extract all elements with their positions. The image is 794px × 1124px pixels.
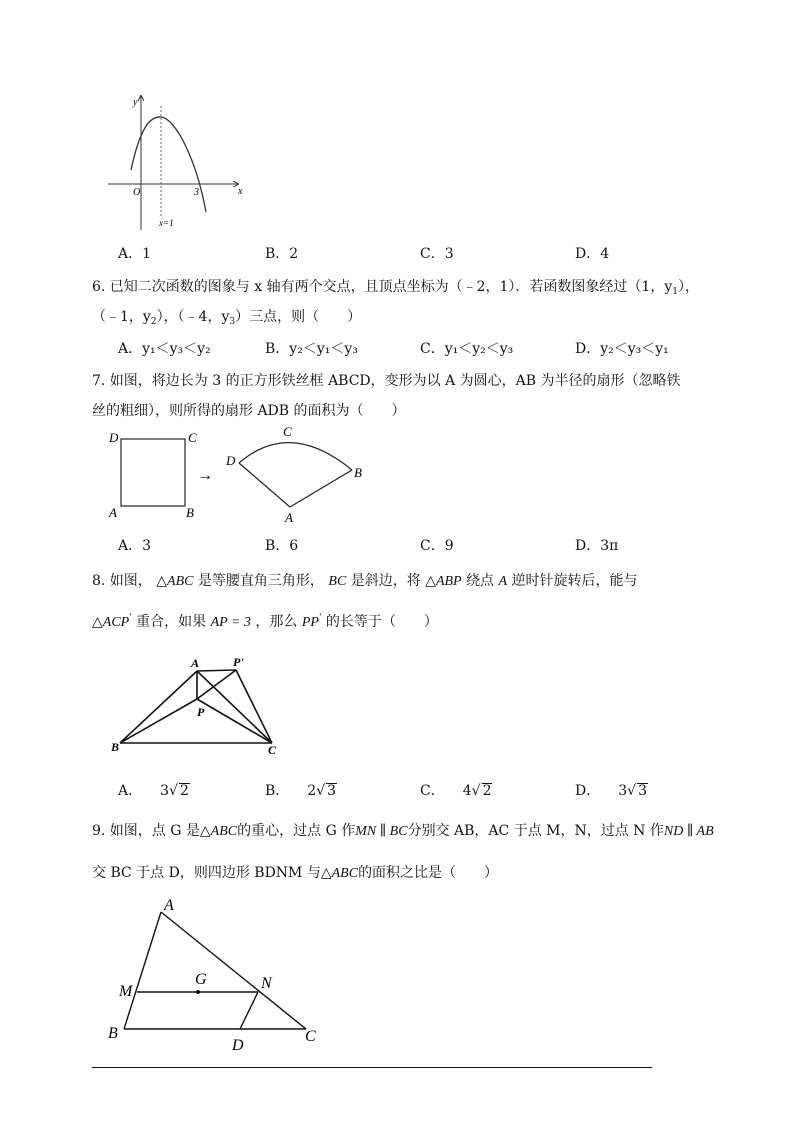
y-axis-label: y: [133, 97, 138, 108]
root-label: 3: [194, 187, 199, 198]
q8-stem-line2: △ACP' 重合，如果 AP = 3 ，那么 PP' 的长等于（ ）: [92, 613, 438, 630]
q8-option-c[interactable]: C． 4√ 2: [420, 783, 492, 799]
q8-label-a: A: [191, 656, 200, 670]
q9-label-b: B: [108, 1025, 118, 1042]
q8-label-p: P: [197, 705, 205, 719]
q9-label-c: C: [305, 1028, 316, 1045]
q8-label-c: C: [268, 743, 277, 757]
origin-label: O: [133, 187, 141, 198]
sector-radius-ab: [290, 470, 352, 507]
q7-stem-line1: 7. 如图，将边长为 3 的正方形铁丝框 ABCD，变形为以 A 为圆心，AB 为半径的扇形（忽略铁: [92, 373, 681, 389]
q5-option-a[interactable]: A．1: [118, 246, 152, 262]
q9-stem-line1: 9. 如图，点 G 是△ABC的重心，过点 G 作MN ∥ BC分别交 AB，AC 于点 M，N，过点 N 作ND ∥ AB: [92, 823, 714, 839]
q5-option-b[interactable]: B．2: [265, 246, 299, 262]
sector-label-c: C: [283, 425, 292, 439]
symmetry-axis-label: x=1: [159, 218, 174, 228]
q7-option-d[interactable]: D．3π: [575, 538, 619, 554]
sector-label-a: A: [285, 510, 293, 525]
q7-option-b[interactable]: B．6: [265, 538, 299, 554]
q5-option-c[interactable]: C．3: [420, 246, 454, 262]
q8-stem-line1: 8. 如图， △ABC 是等腰直角三角形， BC 是斜边，将 △ABP 绕点 A 逆时针旋转后，能与: [92, 573, 638, 589]
parabola-figure: [100, 88, 260, 238]
q6-stem-line1: 6. 已知二次函数的图象与 x 轴有两个交点，且顶点坐标为（﹣2，1）．若函数图象经过（1，$y_1$），: [92, 279, 699, 297]
q9-label-n: N: [261, 975, 272, 992]
square-label-a: A: [109, 505, 117, 520]
square-label-d: D: [109, 430, 119, 445]
sector-label-b: B: [354, 465, 362, 480]
q9-label-d: D: [232, 1037, 244, 1054]
q7-option-c[interactable]: C．9: [420, 538, 454, 554]
sector-radius-ad: [239, 463, 290, 507]
q9-stem-line2: 交 BC 于点 D，则四边形 BDNM 与△ABC的面积之比是（ ）: [92, 865, 499, 881]
q8-figure: [105, 652, 295, 764]
q9-label-g: G: [195, 971, 207, 988]
q8-option-a[interactable]: A． 3√ 2: [118, 783, 189, 799]
q8-label-pprime: P': [233, 655, 244, 669]
q6-option-c[interactable]: C．y₁＜y₂＜y₃: [420, 341, 514, 357]
q9-label-a: A: [164, 897, 174, 914]
q5-option-d[interactable]: D．4: [575, 246, 610, 262]
transform-arrow-icon: →: [197, 467, 213, 484]
q8-label-b: B: [111, 740, 120, 754]
q7-figure: [100, 425, 380, 525]
x-axis-label: x: [238, 186, 243, 197]
q6-stem-line2: （﹣1，$y_2$），（﹣4，$y_3$）三点，则（ ）: [92, 309, 362, 327]
q7-option-a[interactable]: A．3: [118, 538, 152, 554]
q9-label-m: M: [119, 983, 133, 1000]
q7-stem-line2: 丝的粗细），则所得的扇形 ADB 的面积为（ ）: [92, 403, 406, 419]
centroid-point: [196, 990, 200, 994]
q8-option-d[interactable]: D． 3√ 3: [575, 783, 647, 799]
q6-option-b[interactable]: B．y₂＜y₁＜y₃: [265, 341, 358, 357]
sector-label-d: D: [226, 453, 236, 468]
square-frame: [121, 439, 185, 506]
square-label-c: C: [188, 430, 197, 445]
q8-option-b[interactable]: B． 2√ 3: [265, 783, 337, 799]
square-label-b: B: [186, 505, 194, 520]
q6-option-a[interactable]: A．y₁＜y₃＜y₂: [118, 341, 211, 357]
sector-arc: [239, 443, 352, 470]
page-bottom-rule: [92, 1067, 652, 1068]
q9-figure: [100, 888, 340, 1058]
q6-option-d[interactable]: D．y₂＜y₃＜y₁: [575, 341, 669, 357]
